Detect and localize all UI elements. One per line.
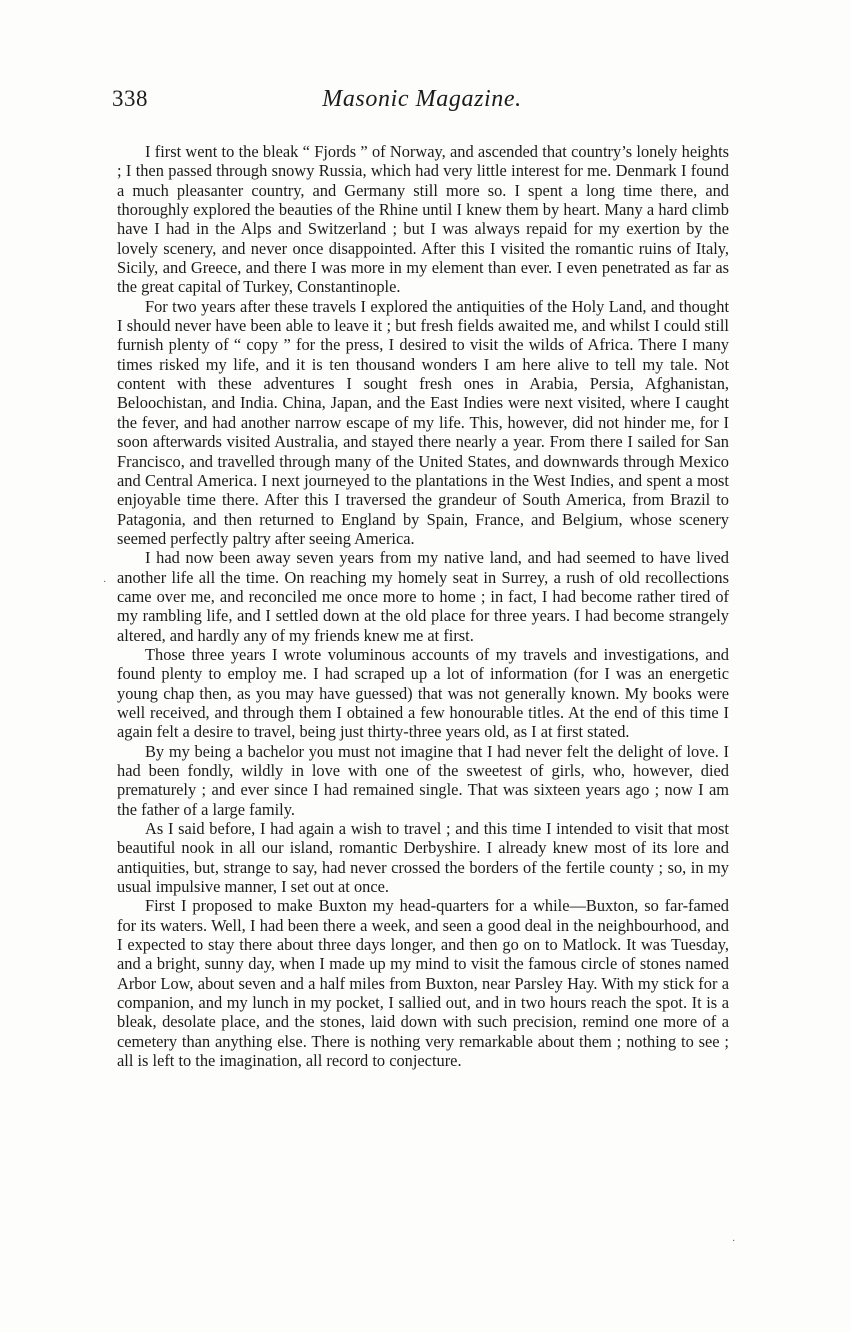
margin-speck: · <box>732 1236 736 1247</box>
page-number: 338 <box>112 86 148 111</box>
running-title: Masonic Magazine. <box>322 86 522 112</box>
paragraph-1: I first went to the bleak “ Fjords ” of Norway, and ascended that country’s lonely heights ; I then passed through snowy Russia, which had very little interest for me. Denmark I found a much pleasanter country, and Germany still more so. I spent a long time there, and thoroughly explored the beauties of the Rhine until I knew them by heart. Many a hard climb have I had in the Alps and Switzerland ; but I was always repaid for my exertion by the lovely scenery, and never once disappointed. After this I visited the romantic ruins of Italy, Sicily, and Greece, and there I was more in my element than ever. I even penetrated as far as the great capital of Turkey, Constantinople. <box>117 142 729 297</box>
paragraph-5: By my being a bachelor you must not imagine that I had never felt the delight of love. I had been fondly, wildly in love with one of the sweetest of girls, who, however, died prematurely ; and ever since I had remained single. That was sixteen years ago ; now I am the father of a large family. <box>117 741 729 819</box>
article-body <box>117 142 729 1071</box>
margin-speck: · <box>103 577 107 588</box>
paragraph-7: First I proposed to make Buxton my head-quarters for a while—Buxton, so far-famed for its waters. Well, I had been there a week, and seen a good deal in the neighbourhood, and I expected to stay there about three days longer, and then go on to Matlock. It was Tuesday, and a bright, sunny day, when I made up my mind to visit the famous circle of stones named Arbor Low, about seven and a half miles from Buxton, near Parsley Hay. With my stick for a companion, and my lunch in my pocket, I sallied out, and in two hours reach the spot. It is a bleak, desolate place, and the stones, laid down with such precision, remind one more of a cemetery than anything else. There is nothing very remarkable about them ; nothing to see ; all is left to the imagination, all record to conjecture. <box>117 896 729 1071</box>
paragraph-4: Those three years I wrote voluminous accounts of my travels and investigations, and found plenty to employ me. I had scraped up a lot of information (for I was an energetic young chap then, as you may have guessed) that was not generally known. My books were well received, and through them I obtained a few honourable titles. At the end of this time I again felt a desire to travel, being just thirty-three years old, as I at first stated. <box>117 644 729 742</box>
paragraph-3: I had now been away seven years from my native land, and had seemed to have lived another life all the time. On reaching my homely seat in Surrey, a rush of old recollections came over me, and reconciled me once more to home ; in fact, I had become rather tired of my rambling life, and I settled down at the old place for three years. I had become strangely altered, and hardly any of my friends knew me at first. <box>117 548 729 645</box>
paragraph-6: As I said before, I had again a wish to travel ; and this time I intended to visit that most beautiful nook in all our island, romantic Derbyshire. I already knew most of its lore and antiquities, but, strange to say, had never crossed the borders of the fertile county ; so, in my usual impulsive manner, I set out at once. <box>117 819 729 897</box>
paragraph-2: For two years after these travels I explored the antiquities of the Holy Land, and thought I should never have been able to leave it ; but fresh fields awaited me, and whilst I could still furnish plenty of “ copy ” for the press, I desired to visit the wilds of Africa. There I many times risked my life, and it is ten thousand wonders I am here alive to tell my tale. Not content with these adventures I sought fresh ones in Arabia, Persia, Afghanistan, Beloochistan, and India. China, Japan, and the East Indies were next visited, where I caught the fever, and had another narrow escape of my life. This, however, did not hinder me, for I soon afterwards visited Australia, and stayed there nearly a year. From there I sailed for San Francisco, and travelled through many of the United States, and downwards through Mexico and Central America. I next journeyed to the plantations in the West Indies, and spent a most enjoyable time there. After this I traversed the grandeur of South America, from Brazil to Patagonia, and then returned to England by Spain, France, and Belgium, whose scenery seemed perfectly paltry after seeing America. <box>117 296 729 548</box>
page-header <box>112 86 732 116</box>
